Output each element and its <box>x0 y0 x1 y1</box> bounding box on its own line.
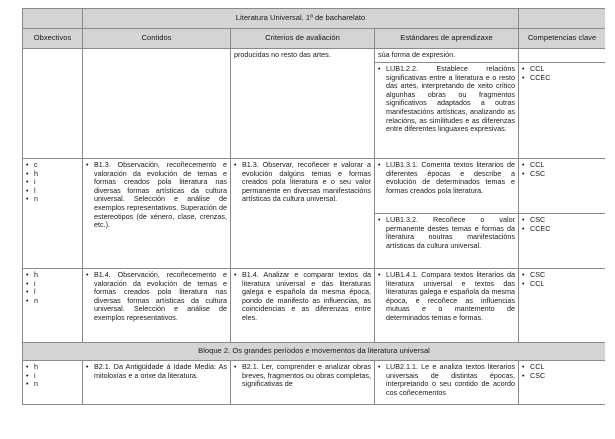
competence-item: • CSC <box>522 372 602 381</box>
criteria-cell <box>231 269 375 343</box>
curriculum-table-page <box>22 8 605 420</box>
criterion-item: • B2.1. Ler, comprender e analizar obras breves, fragmentos ou obras completas, significativas de <box>234 363 371 389</box>
contents-cell <box>83 361 231 405</box>
competence-item: • CSC <box>522 216 602 225</box>
curriculum-table <box>22 8 605 405</box>
criteria-cell <box>231 159 375 269</box>
table-row <box>23 269 606 343</box>
objective-item: • i <box>26 372 79 381</box>
objective-item: • l <box>26 187 79 196</box>
objectives-cell <box>23 49 83 159</box>
competences-cell <box>519 63 605 159</box>
competences-cell <box>519 159 605 214</box>
competences-cell <box>519 269 605 343</box>
standard-item: • LUB1.2.2. Establece relacións significativas entre a literatura e o resto das artes, interpretando de xeito crítico algunhas obras ou fragmentos significativos adaptados a outras manifestacións artísticas, analizando as relacións, as similitudes e as diferenzas entre diferentes linguaxes expresivas. <box>378 65 515 134</box>
objective-item: • n <box>26 297 79 306</box>
standard-cell <box>375 269 519 343</box>
contents-cell <box>83 269 231 343</box>
standard-cell <box>375 159 519 214</box>
competence-item: • CCL <box>522 65 602 74</box>
table-row <box>23 49 606 63</box>
objective-item: • h <box>26 271 79 280</box>
header-objectives: Obxectivos <box>23 29 83 49</box>
standard-cell <box>375 63 519 159</box>
content-item: • B1.3. Observación, recoñecemento e valoración da evolución de temas e formas creados pola literatura nas diversas formas artísticas da cultura universal. Selección e análise de exemplos representativos. Superación de estereotipos (de xénero, clase, crenzas, etc.). <box>86 161 227 230</box>
contents-cell <box>83 159 231 269</box>
header-contents: Contidos <box>83 29 231 49</box>
competence-item: • CSC <box>522 271 602 280</box>
objective-item: • c <box>26 161 79 170</box>
objective-item: • h <box>26 170 79 179</box>
header-competences: Competencias clave <box>519 29 605 49</box>
competence-item: • CCEC <box>522 225 602 234</box>
objectives-cell <box>23 361 83 405</box>
objectives-cell <box>23 159 83 269</box>
competence-item: • CCL <box>522 280 602 289</box>
table-title-row <box>23 9 606 29</box>
objective-item: • h <box>26 363 79 372</box>
standard-item: • LUB1.3.1. Comenta textos literarios de diferentes épocas e describe a evolución de determinados temas e formas creados pola literatura. <box>378 161 515 195</box>
block-title-row <box>23 343 606 361</box>
competences-cell <box>519 214 605 269</box>
content-item: • B2.1. Da Antigüidade á Idade Media: As mitoloxías e a orixe da literatura. <box>86 363 227 380</box>
header-criteria: Criterios de avaliación <box>231 29 375 49</box>
competence-item: • CCEC <box>522 74 602 83</box>
standard-item: • LUB1.4.1. Compara textos literarios da literatura universal e textos das literaturas galega e española da mesma época, e recoñece as influencias mutuas e o mantemento de determinados temas e formas. <box>378 271 515 323</box>
objectives-cell <box>23 269 83 343</box>
standard-cell: súa forma de expresión. <box>375 49 519 63</box>
competence-item: • CSC <box>522 170 602 179</box>
standard-cell <box>375 214 519 269</box>
standard-item: • LUB2.1.1. Le e analiza textos literarios universais de distintas épocas, interpretando o seu contido de acordo cos coñecementos <box>378 363 515 397</box>
table-row <box>23 361 606 405</box>
criteria-cell <box>231 361 375 405</box>
criterion-item: • B1.3. Observar, recoñecer e valorar a evolución dalgúns temas e formas creados pola literatura e o seu valor permanente en diversas manifestacións artísticas da cultura universal. <box>234 161 371 204</box>
header-standards: Estándares de aprendizaxe <box>375 29 519 49</box>
standard-item: • LUB1.3.2. Recoñece o valor permanente destes temas e formas da literatura noutras manifestacións artísticas da cultura universal. <box>378 216 515 250</box>
competence-item: • CCL <box>522 363 602 372</box>
objective-item: • i <box>26 178 79 187</box>
objective-item: • l <box>26 288 79 297</box>
content-item: • B1.4. Observación, recoñecemento e valoración da evolución de temas e formas creados pola literatura nas diversas formas artísticas da cultura universal. Selección e análise de exemplos representativos. <box>86 271 227 323</box>
objective-item: • n <box>26 380 79 389</box>
contents-cell <box>83 49 231 159</box>
header-row <box>23 29 606 49</box>
competences-cell <box>519 49 605 63</box>
objective-item: • n <box>26 195 79 204</box>
competences-cell <box>519 361 605 405</box>
table-title: Literatura Universal. 1º de bacharelato <box>83 9 519 29</box>
criterion-item: • B1.4. Analizar e comparar textos da literatura universal e das literaturas galega e española da mesma época, pondo de manifesto as influencias, as coincidencias e as diferenzas entre eles. <box>234 271 371 323</box>
objective-item: • i <box>26 280 79 289</box>
block-title: Bloque 2. Os grandes períodos e movementos da literatura universal <box>23 343 606 361</box>
criteria-cell: producidas no resto das artes. <box>231 49 375 159</box>
competence-item: • CCL <box>522 161 602 170</box>
table-row <box>23 159 606 214</box>
standard-cell <box>375 361 519 405</box>
